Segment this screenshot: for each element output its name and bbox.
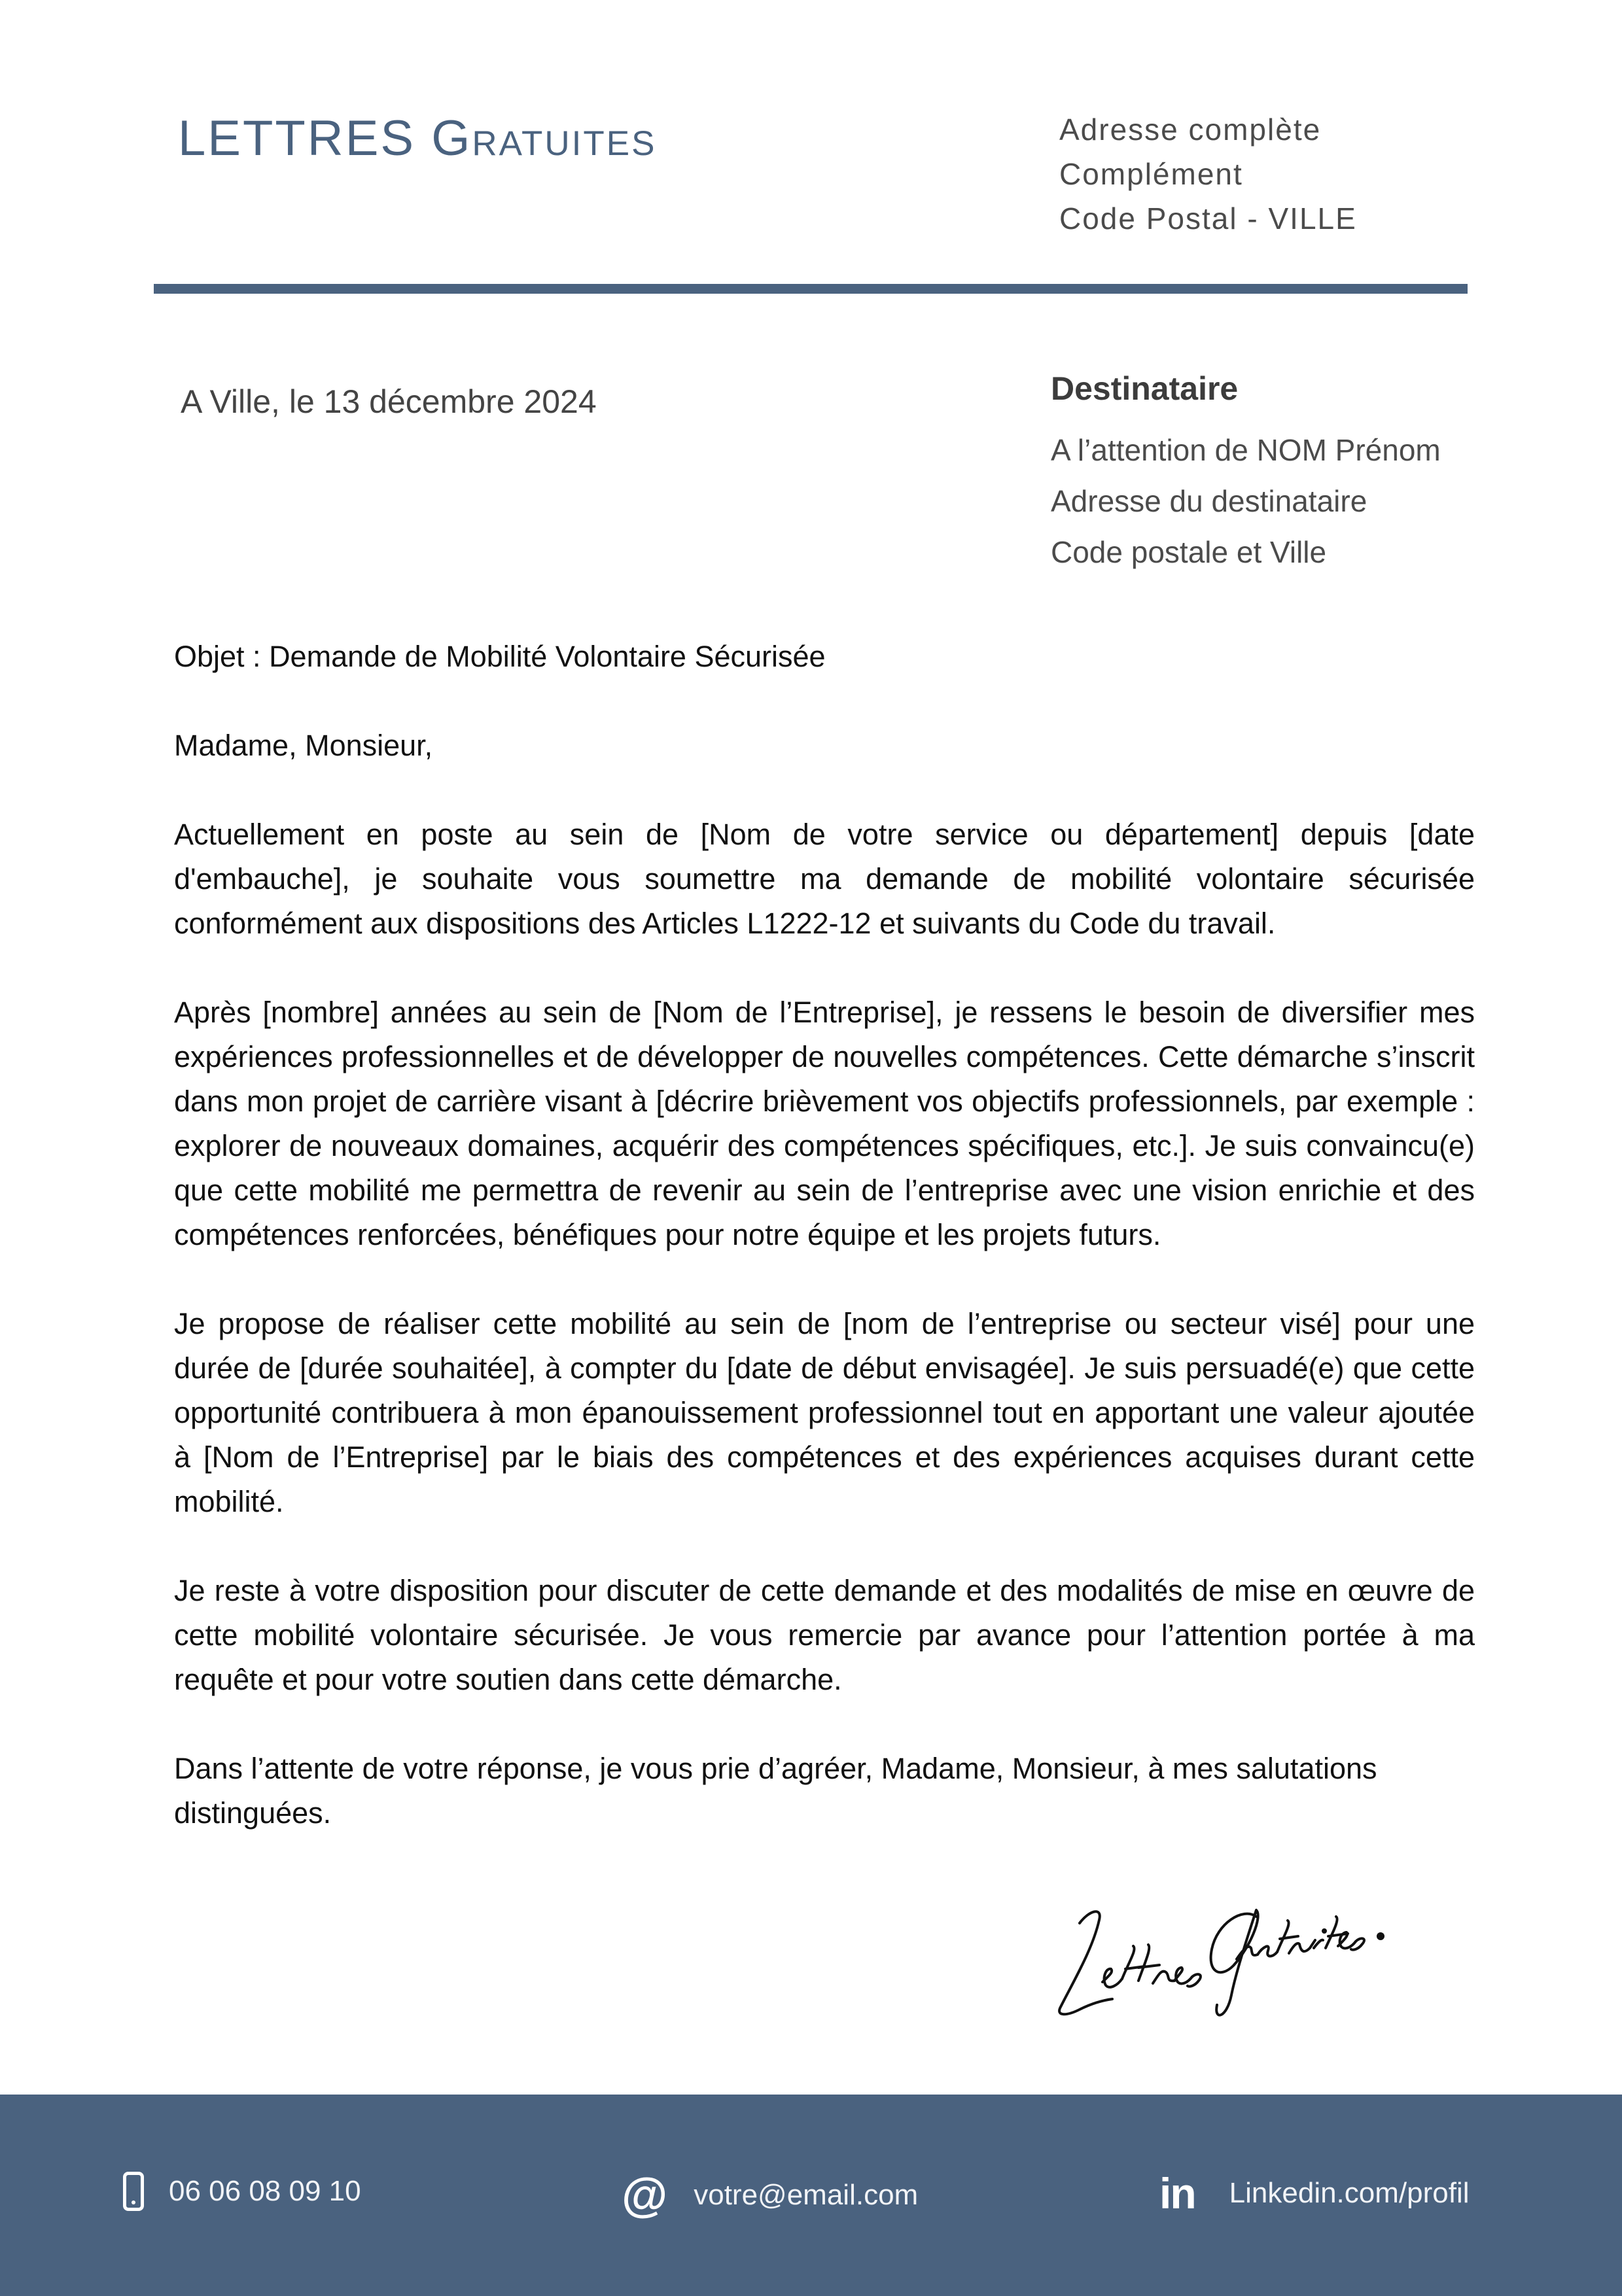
footer-linkedin [1159, 2169, 1470, 2218]
at-icon: @ [622, 2169, 668, 2221]
letter-subject: Objet : Demande de Mobilité Volontaire Sécurisée [174, 640, 826, 673]
letter-paragraph: Après [nombre] années au sein de [Nom de l’Entreprise], je ressens le besoin de diversifier mes expériences professionnelles et de développer de nouvelles compétences. Cette démarche s’inscrit dans mon projet de carrière visant à [décrire brièvement vos objectifs professionnels, par exemple : explorer de nouveaux domaines, acquérir des compétences spécifiques, etc.]. Je suis convaincu(e) que cette mobilité me permettra de revenir au sein de l’entreprise avec une vision enrichie et des compétences renforcées, bénéfiques pour notre équipe et les projets futurs. [174, 996, 1475, 1251]
linkedin-url: Linkedin.com/profil [1229, 2177, 1470, 2209]
brand-logo-text [178, 110, 656, 167]
sender-address-line: Complément [1059, 157, 1243, 191]
recipient-line: Code postale et Ville [1051, 535, 1327, 569]
sender-address-line: Code Postal - VILLE [1059, 201, 1357, 235]
letter-paragraph: Actuellement en poste au sein de [Nom de votre service ou département] depuis [date d'embauche], je souhaite vous soumettre ma demande de mobilité volontaire sécurisée conformément aux dispositions des Articles L1222-12 et suivants du Code du travail. [174, 818, 1475, 940]
recipient-line: A l’attention de NOM Prénom [1051, 433, 1441, 467]
signature-image [1040, 1871, 1446, 2028]
recipient-title: Destinataire [1051, 370, 1239, 407]
date-line: A Ville, le 13 décembre 2024 [181, 383, 597, 420]
recipient-line: Adresse du destinataire [1051, 484, 1367, 518]
letter-paragraph: Je propose de réaliser cette mobilité au sein de [nom de l’entreprise ou secteur visé] pour une durée de [durée souhaitée], à compter du [date de début envisagée]. Je suis persuadé(e) que cette opportunité contribuera à mon épanouissement professionnel tout en apportant une valeur ajoutée à [Nom de l’Entreprise] par le biais des compétences et des expériences acquises durant cette mobilité. [174, 1307, 1475, 1518]
phone-icon [123, 2172, 144, 2211]
letter-salutation: Madame, Monsieur, [174, 729, 433, 762]
letter-closing: Dans l’attente de votre réponse, je vous prie d’agréer, Madame, Monsieur, à mes salutations distinguées. [174, 1752, 1377, 1830]
brand-word-2: Gratuites [431, 111, 657, 166]
brand-word-1: LETTRES [178, 111, 416, 166]
footer-email [622, 2169, 919, 2221]
phone-number: 06 06 08 09 10 [169, 2175, 361, 2207]
footer-contact-bar [0, 2095, 1622, 2296]
header-divider [154, 284, 1468, 294]
email-address: votre@email.com [694, 2179, 919, 2211]
letter-paragraph: Je reste à votre disposition pour discuter de cette demande et des modalités de mise en œuvre de cette mobilité volontaire sécurisée. Je vous remercie par avance pour l’attention portée à ma requête et pour votre soutien dans cette démarche. [174, 1574, 1475, 1696]
letter-body [174, 635, 1475, 1880]
sender-address-line: Adresse complète [1059, 113, 1322, 147]
footer-phone [123, 2172, 361, 2211]
recipient-block [1051, 370, 1587, 578]
sender-address [1059, 107, 1557, 241]
linkedin-icon: in [1159, 2169, 1195, 2218]
